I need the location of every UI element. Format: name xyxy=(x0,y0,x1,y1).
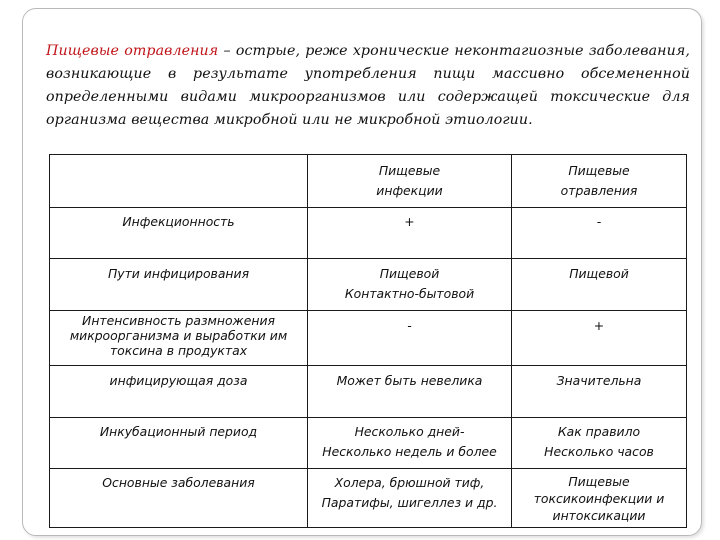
infections-value: Несколько дней- Несколько недель и более xyxy=(308,418,512,469)
table-row xyxy=(50,366,687,418)
definition-dash: – xyxy=(223,43,231,59)
table-row xyxy=(50,469,687,528)
comparison-table xyxy=(49,154,687,528)
row-label: Инкубационный период xyxy=(50,418,308,469)
table-row xyxy=(50,311,687,366)
row-label: Интенсивность размножения микроорганизма и выработки им токсина в продуктах xyxy=(50,311,308,366)
poisonings-value: Значительна xyxy=(512,366,687,418)
poisonings-value: Как правило Несколько часов xyxy=(512,418,687,469)
row-label: Инфекционность xyxy=(50,208,308,259)
poisonings-value: Пищевые токсикоинфекции и интоксикации xyxy=(512,469,687,528)
infections-value: Может быть невелика xyxy=(308,366,512,418)
infections-value: Холера, брюшной тиф, Паратифы, шигеллез и др. xyxy=(308,469,512,528)
infections-value: Пищевой Контактно-бытовой xyxy=(308,259,512,311)
table-row xyxy=(50,259,687,311)
poisonings-value: - xyxy=(512,208,687,259)
table-row xyxy=(50,208,687,259)
header-food-poisonings: Пищевые отравления xyxy=(512,155,687,208)
poisonings-value: + xyxy=(512,311,687,366)
infections-value: + xyxy=(308,208,512,259)
definition-text: острые, реже хронические неконтагиозные заболевания, возникающие в результате употребления пищи массивно обсемененной определенными видами микроорганизмов или содержащей токсические для организма вещества микробной или не микробной этиологии. xyxy=(46,43,690,128)
row-label: Основные заболевания xyxy=(50,469,308,528)
row-label: Пути инфицирования xyxy=(50,259,308,311)
header-food-infections: Пищевые инфекции xyxy=(308,155,512,208)
infections-value: - xyxy=(308,311,512,366)
defined-term: Пищевые отравления xyxy=(46,43,219,59)
table-row xyxy=(50,418,687,469)
header-row xyxy=(50,155,687,208)
definition-paragraph xyxy=(46,40,690,132)
row-label: инфицирующая доза xyxy=(50,366,308,418)
poisonings-value: Пищевой xyxy=(512,259,687,311)
header-empty-cell xyxy=(50,155,308,208)
